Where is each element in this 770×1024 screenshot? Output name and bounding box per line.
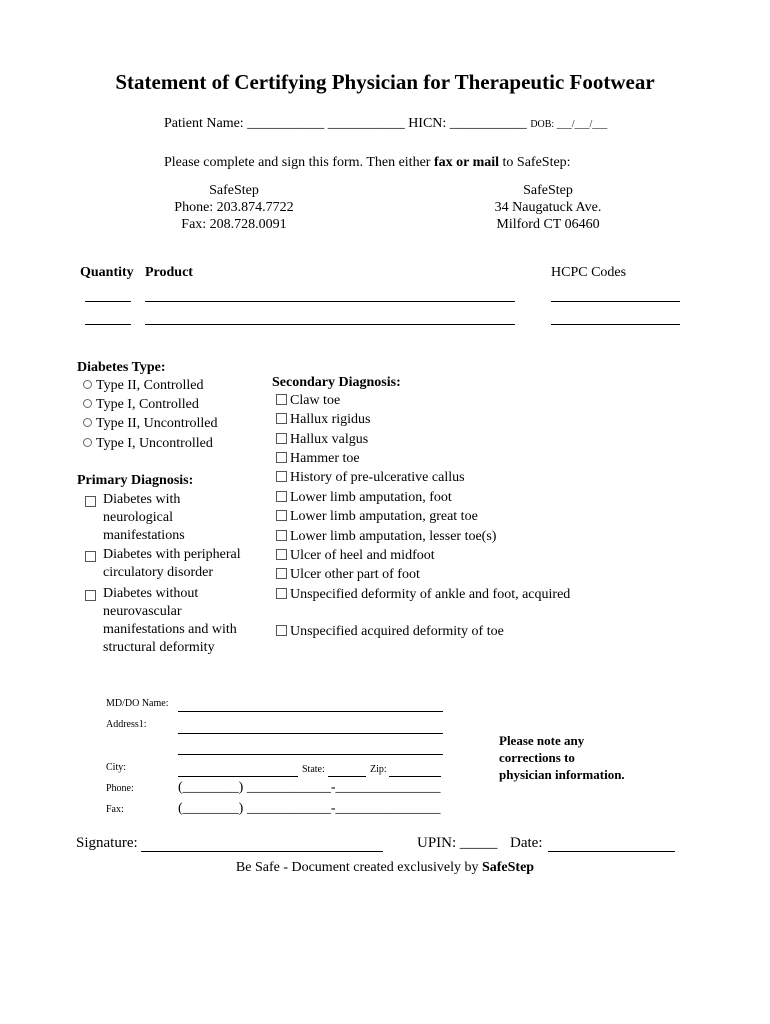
secondary-diagnosis-label: Claw toe (290, 393, 341, 408)
radio-icon[interactable] (83, 380, 92, 389)
quantity-field-1[interactable] (85, 301, 131, 302)
secondary-diagnosis-label: Hallux rigidus (290, 412, 371, 427)
checkbox-icon[interactable] (276, 471, 287, 482)
secondary-diagnosis-label: Ulcer other part of foot (290, 567, 420, 582)
secondary-diagnosis-option[interactable] (276, 567, 420, 583)
secondary-diagnosis-option[interactable] (276, 509, 478, 525)
instructions-bold: fax or mail (433, 155, 500, 170)
hcpc-field-1[interactable] (551, 301, 680, 302)
radio-icon[interactable] (83, 438, 92, 447)
primary-diagnosis-option: Diabetes with peripheral circulatory disorder (103, 547, 241, 580)
secondary-diagnosis-option[interactable] (276, 548, 435, 564)
diabetes-type-label: Type II, Controlled (96, 378, 204, 393)
diabetes-type-option[interactable] (83, 416, 217, 432)
phone-label: Phone: (106, 783, 134, 794)
secondary-diagnosis-label: Lower limb amputation, foot (290, 490, 452, 505)
checkbox-icon[interactable] (276, 625, 287, 636)
diabetes-type-heading: Diabetes Type: (77, 360, 166, 375)
hcpc-field-2[interactable] (551, 324, 680, 325)
instructions-prefix: Please complete and sign this form. Then either (164, 155, 431, 170)
footer-text: Be Safe - Document created exclusively by (235, 860, 479, 875)
diabetes-type-label: Type I, Uncontrolled (96, 436, 213, 451)
city-label: City: (106, 762, 127, 773)
product-field-2[interactable] (145, 324, 515, 325)
zip-field[interactable] (389, 776, 441, 777)
secondary-diagnosis-label: Lower limb amputation, lesser toe(s) (290, 529, 497, 544)
phone-field[interactable]: (________) ____________-_______________ (178, 780, 441, 795)
checkbox-icon[interactable] (276, 588, 287, 599)
secondary-diagnosis-option[interactable] (276, 432, 368, 448)
diabetes-type-option[interactable] (83, 436, 213, 452)
secondary-diagnosis-option[interactable] (276, 470, 465, 486)
contact-right (448, 182, 648, 233)
secondary-diagnosis-option[interactable] (276, 624, 504, 640)
primary-diagnosis-heading: Primary Diagnosis: (77, 473, 194, 488)
contact-left (134, 182, 334, 233)
patient-line (164, 116, 607, 132)
secondary-diagnosis-label: Hallux valgus (290, 432, 369, 447)
contact-left-company: SafeStep (209, 183, 259, 198)
dob-label: DOB: ___/___/___ (530, 119, 608, 130)
state-label: State: (302, 764, 325, 775)
radio-icon[interactable] (83, 418, 92, 427)
contact-left-fax: Fax: 208.728.0091 (181, 217, 287, 232)
checkbox-icon[interactable] (85, 496, 96, 507)
diabetes-type-label: Type II, Uncontrolled (96, 416, 218, 431)
footer-brand: SafeStep (481, 860, 535, 875)
note-line: physician information. (499, 767, 625, 782)
checkbox-icon[interactable] (276, 491, 287, 502)
city-field[interactable] (178, 776, 298, 777)
secondary-diagnosis-label: Unspecified acquired deformity of toe (290, 624, 504, 639)
product-header: Product (145, 265, 193, 280)
quantity-header: Quantity (80, 265, 134, 280)
checkbox-icon[interactable] (276, 510, 287, 521)
secondary-diagnosis-option[interactable] (276, 412, 371, 428)
secondary-diagnosis-option[interactable] (276, 451, 360, 467)
footer (0, 860, 770, 876)
checkbox-icon[interactable] (276, 568, 287, 579)
secondary-diagnosis-label: Ulcer of heel and midfoot (290, 548, 435, 563)
address-field-1[interactable] (178, 733, 443, 734)
signature-field[interactable] (141, 851, 383, 852)
checkbox-icon[interactable] (85, 551, 96, 562)
quantity-field-2[interactable] (85, 324, 131, 325)
fax-label: Fax: (106, 804, 124, 815)
secondary-diagnosis-heading: Secondary Diagnosis: (272, 375, 401, 390)
md-do-name-label: MD/DO Name: (106, 698, 169, 709)
form-title: Statement of Certifying Physician for Therapeutic Footwear (115, 70, 655, 94)
hcpc-header: HCPC Codes (551, 265, 627, 280)
checkbox-icon[interactable] (276, 394, 287, 405)
secondary-diagnosis-label: Hammer toe (290, 451, 360, 466)
primary-diagnosis-option: Diabetes without neurovascular manifestations and with structural deformity (103, 586, 237, 655)
fax-field[interactable]: (________) ____________-_______________ (178, 801, 441, 816)
date-field[interactable] (548, 851, 675, 852)
contact-right-city: Milford CT 06460 (496, 217, 600, 232)
secondary-diagnosis-label: Lower limb amputation, great toe (290, 509, 478, 524)
diabetes-type-option[interactable] (83, 378, 204, 394)
secondary-diagnosis-option[interactable] (276, 393, 340, 409)
address-label: Address1: (106, 719, 147, 730)
checkbox-icon[interactable] (85, 590, 96, 601)
secondary-diagnosis-option[interactable] (276, 587, 570, 603)
zip-label: Zip: (370, 764, 387, 775)
diabetes-type-label: Type I, Controlled (96, 397, 199, 412)
primary-diagnosis-option: Diabetes with neurological manifestations (103, 492, 185, 543)
secondary-diagnosis-label: Unspecified deformity of ankle and foot, acquired (290, 587, 571, 602)
contact-right-company: SafeStep (523, 183, 573, 198)
corrections-note (499, 732, 625, 783)
checkbox-icon[interactable] (276, 530, 287, 541)
secondary-diagnosis-label: History of pre-ulcerative callus (290, 470, 465, 485)
date-label: Date: (510, 835, 543, 851)
checkbox-icon[interactable] (276, 433, 287, 444)
instructions (164, 155, 571, 171)
contact-left-phone: Phone: 203.874.7722 (174, 200, 294, 215)
checkbox-icon[interactable] (276, 452, 287, 463)
secondary-diagnosis-option[interactable] (276, 529, 496, 545)
patient-name-hicn-label: Patient Name: ___________ ___________ HICN: ___________ (164, 116, 527, 131)
checkbox-icon[interactable] (276, 549, 287, 560)
radio-icon[interactable] (83, 399, 92, 408)
signature-label: Signature: (76, 835, 138, 851)
state-field[interactable] (328, 776, 366, 777)
address-field-2[interactable] (178, 754, 443, 755)
note-line: corrections to (499, 750, 575, 765)
contact-right-street: 34 Naugatuck Ave. (494, 200, 602, 215)
checkbox-icon[interactable] (276, 413, 287, 424)
instructions-suffix: to SafeStep: (502, 155, 571, 170)
md-do-name-field[interactable] (178, 711, 443, 712)
note-line: Please note any (499, 733, 585, 748)
secondary-diagnosis-option[interactable] (276, 490, 452, 506)
diabetes-type-option[interactable] (83, 397, 199, 413)
upin-label: UPIN: _____ (417, 835, 498, 851)
product-field-1[interactable] (145, 301, 515, 302)
